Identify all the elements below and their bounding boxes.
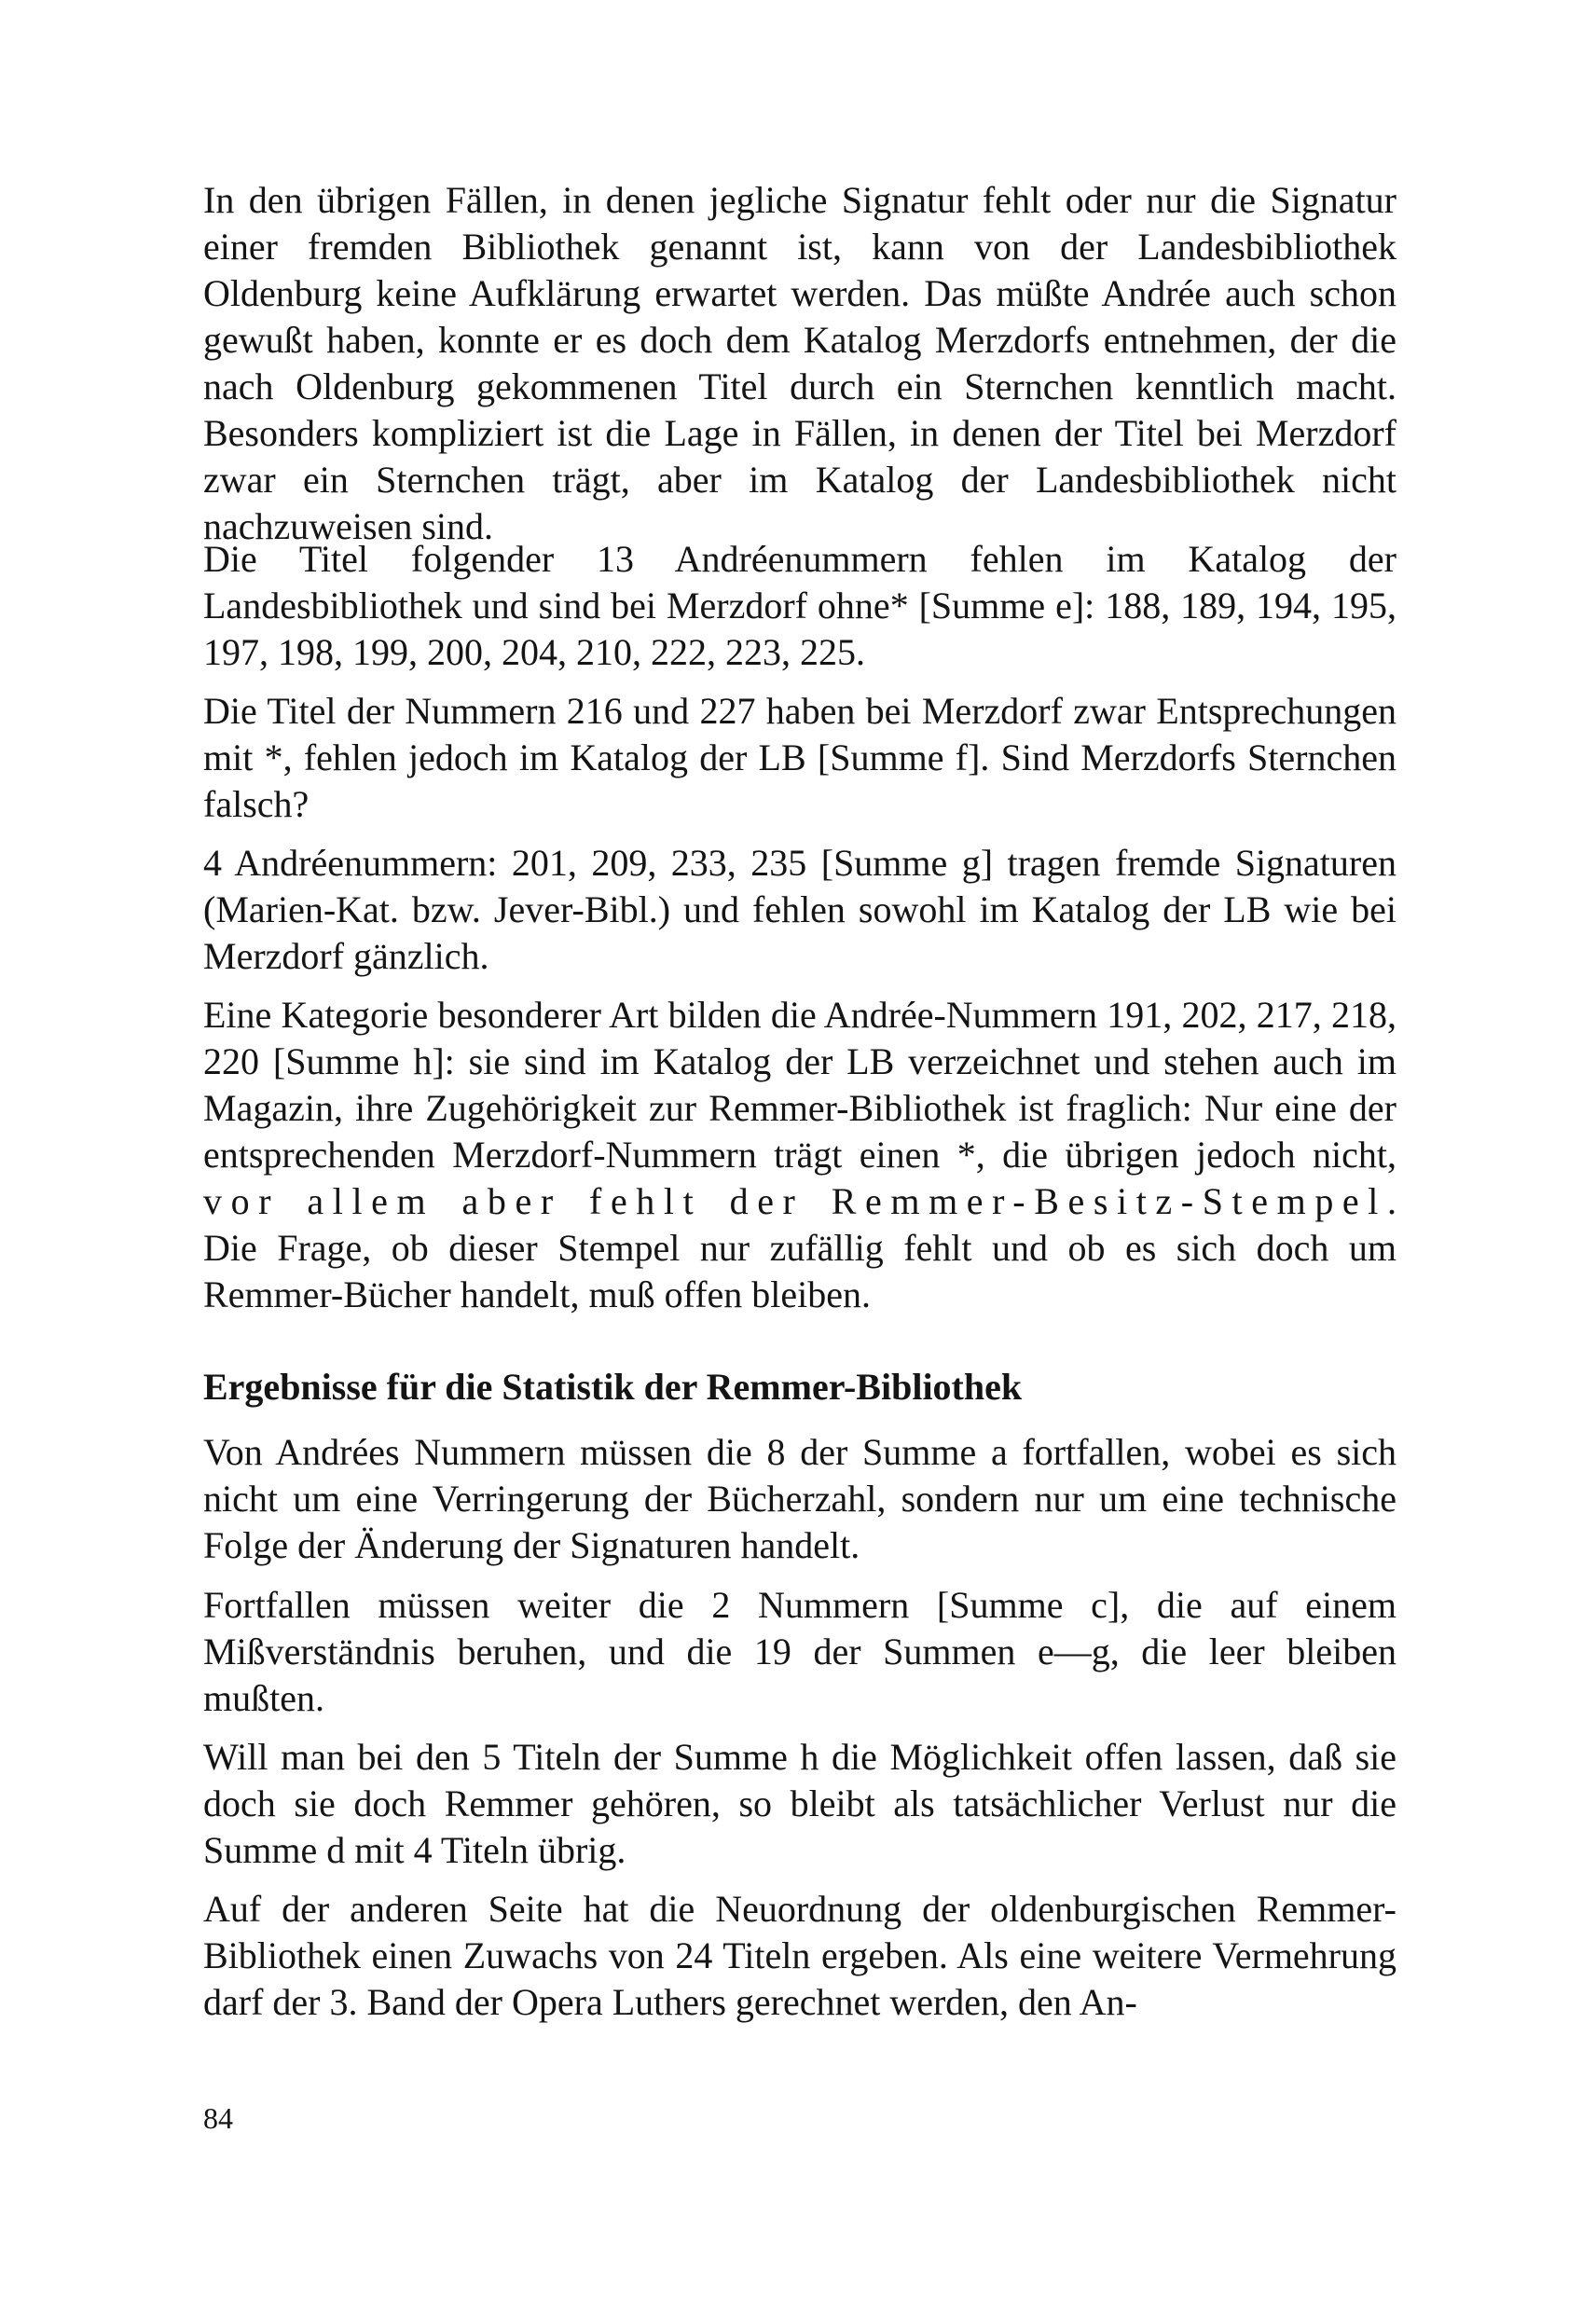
paragraph-text: Will man bei den 5 Titeln der Summe h die Möglichkeit offen lassen, daß sie doch sie doch Remmer gehören, so bleibt als tatsächlicher Verlust nur die Summe d mit 4 Titeln übrig. [203, 1736, 1396, 1871]
paragraph [203, 688, 1396, 828]
paragraph-text-part: . Die Frage, ob dieser Stempel nur zufällig fehlt und ob es sich doch um Remmer-Bücher handelt, muß offen bleiben. [203, 1180, 1396, 1315]
paragraph-text: Auf der anderen Seite hat die Neuordnung der oldenburgischen Remmer-Bibliothek einen Zuwachs von 24 Titeln ergeben. Als eine weitere Vermehrung darf der 3. Band der Opera Luthers gerechnet werden, den An- [203, 1888, 1396, 2023]
paragraph [203, 1734, 1396, 1874]
section-heading: Ergebnisse für die Statistik der Remmer-Bibliothek [203, 1366, 1023, 1408]
paragraph-text: In den übrigen Fällen, in denen jegliche Signatur fehlt oder nur die Signatur einer fremden Bibliothek genannt ist, kann von der Landesbibliothek Oldenburg keine Aufklärung erwartet werden. Das müßte Andrée auch schon gewußt haben, konnte er es doch dem Katalog Merzdorfs entnehmen, der die nach Oldenburg gekommenen Titel durch ein Sternchen kenntlich macht. Besonders kompliziert ist die Lage in Fällen, in denen der Titel bei Merzdorf zwar ein Sternchen trägt, aber im Katalog der Landesbibliothek nicht nachzuweisen sind. [203, 179, 1396, 547]
emphasized-text: vor allem aber fehlt der Remmer-Besitz-Stempel [203, 1180, 1387, 1222]
paragraph-text: Fortfallen müssen weiter die 2 Nummern [Summe c], die auf einem Mißverständnis beruhen, und die 19 der Summen e—g, die leer bleiben mußten. [203, 1584, 1396, 1719]
paragraph-text [203, 992, 1396, 1318]
paragraph [203, 1429, 1396, 1569]
paragraph-text: Die Titel der Nummern 216 und 227 haben bei Merzdorf zwar Entsprechungen mit *, fehlen jedoch im Katalog der LB [Summe f]. Sind Merzdorfs Sternchen falsch? [203, 690, 1396, 825]
paragraph-text-part: Eine Kategorie besonderer Art bilden die Andrée-Nummern 191, 202, 217, 218, 220 [Summe h]: sie sind im Katalog der LB verzeichnet und stehen auch im Magazin, ihre Zugehörigkeit zur Remmer-Bibliothek ist fraglich: Nur eine der entsprechenden Merzdorf-Nummern trägt einen *, die übrigen jedoch nicht, [203, 994, 1396, 1176]
paragraph [203, 1582, 1396, 1722]
paragraph [203, 177, 1396, 550]
paragraph [203, 536, 1396, 676]
paragraph-text: Von Andrées Nummern müssen die 8 der Summe a fortfallen, wobei es sich nicht um eine Verringerung der Bücherzahl, sondern nur um eine technische Folge der Änderung der Signaturen handelt. [203, 1431, 1396, 1566]
paragraph-text: Die Titel folgender 13 Andréenummern fehlen im Katalog der Landesbibliothek und sind bei Merzdorf ohne* [Summe e]: 188, 189, 194, 195, 197, 198, 199, 200, 204, 210, 222, 223, 225. [203, 538, 1396, 673]
paragraph [203, 992, 1396, 1318]
paragraph-text: 4 Andréenummern: 201, 209, 233, 235 [Summe g] tragen fremde Signaturen (Marien-Kat. bzw. Jever-Bibl.) und fehlen sowohl im Katalog der LB wie bei Merzdorf gänzlich. [203, 842, 1396, 977]
paragraph [203, 840, 1396, 980]
page-number: 84 [203, 2101, 233, 2135]
paragraph [203, 1886, 1396, 2026]
